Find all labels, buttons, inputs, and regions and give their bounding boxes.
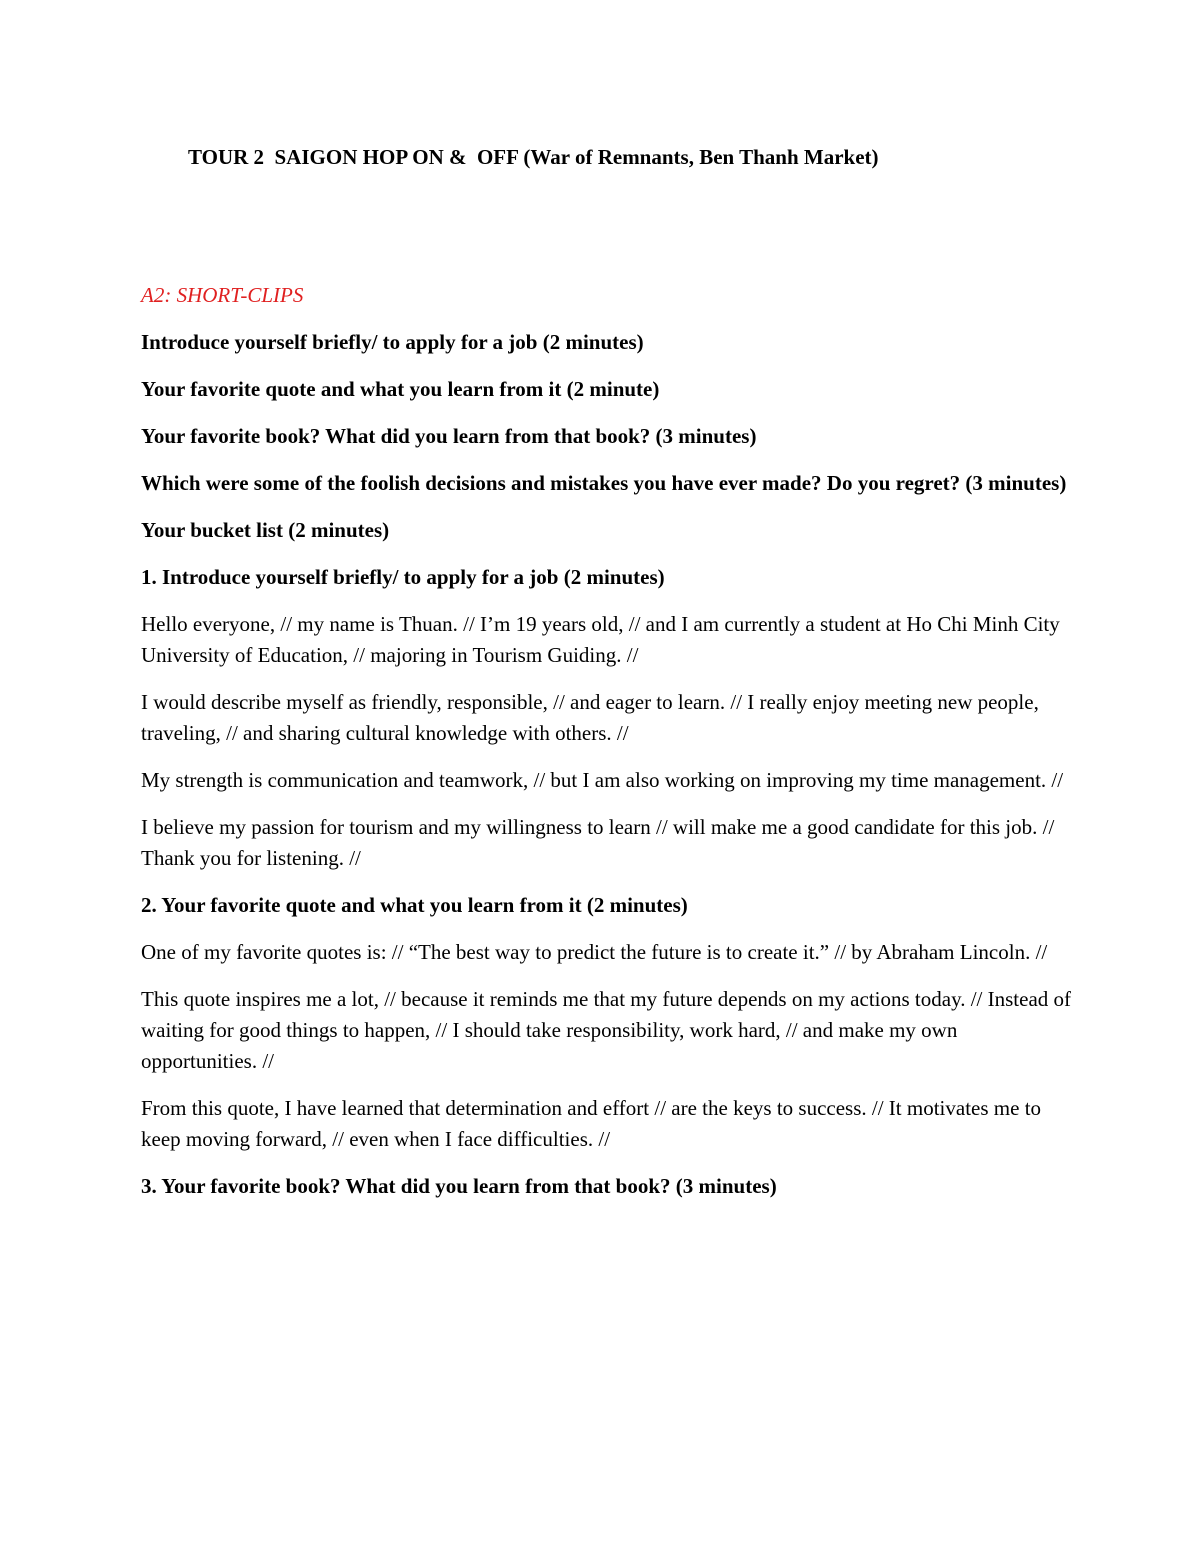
answer-paragraph: I would describe myself as friendly, responsible, // and eager to learn. // I really enjoy meeting new people, traveling, // and sharing cultural knowledge with others. // [141, 690, 1039, 745]
answer-heading: 1. Introduce yourself briefly/ to apply for a job (2 minutes) [141, 565, 665, 589]
answer-paragraph: One of my favorite quotes is: // “The best way to predict the future is to create it.” // by Abraham Lincoln. // [141, 940, 1048, 964]
question-item: Which were some of the foolish decisions and mistakes you have ever made? Do you regret? (3 minutes) [141, 471, 1067, 495]
document-title: TOUR 2 SAIGON HOP ON & OFF (War of Remnants, Ben Thanh Market) [188, 145, 879, 169]
answer-paragraph: My strength is communication and teamwork, // but I am also working on improving my time management. // [141, 768, 1064, 792]
answer-heading: 2. Your favorite quote and what you learn from it (2 minutes) [141, 893, 688, 917]
answer-paragraph: From this quote, I have learned that determination and effort // are the keys to success. // It motivates me to keep moving forward, // even when I face difficulties. // [141, 1096, 1042, 1151]
question-item: Your favorite quote and what you learn from it (2 minute) [141, 377, 660, 401]
answer-heading: 3. Your favorite book? What did you learn from that book? (3 minutes) [141, 1174, 777, 1198]
question-item: Your favorite book? What did you learn from that book? (3 minutes) [141, 424, 757, 448]
section-label: A2: SHORT-CLIPS [141, 283, 304, 307]
document-body [141, 280, 1071, 1218]
answer-paragraph: Hello everyone, // my name is Thuan. // I’m 19 years old, // and I am currently a student at Ho Chi Minh City University of Education, // majoring in Tourism Guiding. // [141, 612, 1060, 667]
question-item: Introduce yourself briefly/ to apply for a job (2 minutes) [141, 330, 644, 354]
question-item: Your bucket list (2 minutes) [141, 518, 390, 542]
answer-paragraph: I believe my passion for tourism and my willingness to learn // will make me a good candidate for this job. // Thank you for listening. // [141, 815, 1055, 870]
answer-paragraph: This quote inspires me a lot, // because it reminds me that my future depends on my actions today. // Instead of waiting for good things to happen, // I should take responsibility, work hard, // and make my own opportunities. // [141, 987, 1072, 1073]
